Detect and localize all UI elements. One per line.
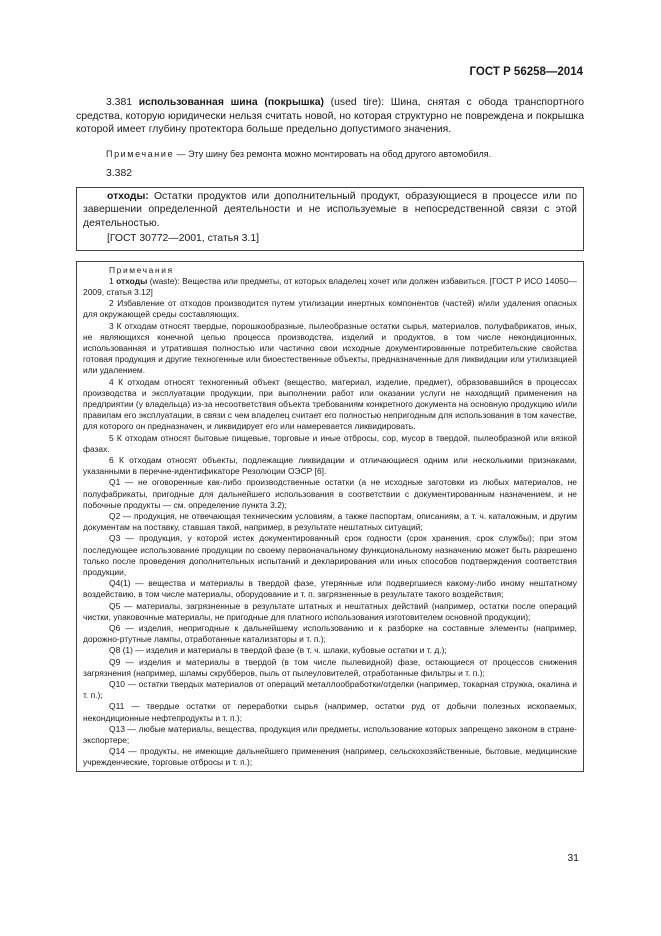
term-english: (used tire): (330, 97, 385, 108)
definition-box (76, 187, 584, 251)
note-item: Q3 — продукция, у которой истек документированный срок годности (срок хранения, срок службы); при этом последующее использование продукции по своему первоначальному функциональному назначению может быть разрешено только после проведения дополнительных испытаний и декларирования или иных способов подтверждения соответствия продукции, (83, 533, 577, 577)
note-item: 3 К отходам относят твердые, порошкообразные, пылеобразные остатки сырья, материалов, полуфабрикатов, иных, не являющихся конечной целью процесса производства, изделий и продуктов, в том числе некондиционных, использованная и утратившая полностью или частично свои исходные документированные потребительские свойства готовая продукция и другие техногенные или биоестественные объекты, предназначенные для ликвидации или утилизацией или удалением. (83, 320, 577, 376)
term-entry-3-382 (83, 190, 577, 231)
note-item: Q10 — остатки твердых материалов от операций металлообработки/отделки (например, токарная стружка, окалина и т. п.); (83, 679, 577, 701)
note-item: 5 К отходам относят бытовые пищевые, торговые и иные отбросы, сор, мусор в твердой, пылеобразной или вязкой фазах. (83, 432, 577, 454)
term-name: использованная шина (покрышка) (138, 97, 324, 108)
note-3-381 (76, 148, 584, 160)
note-text: (waste): Вещества или предметы, от которых владелец хочет или должен избавиться. [ГОСТ Р ИСО 14050—2009, статья 3.12] (83, 275, 577, 297)
note-item: 2 Избавление от отходов производится путем утилизации инертных компонентов (частей) и/или удаления опасных для окружающей среды составляющих. (83, 298, 577, 320)
entry-number: 3.381 (106, 97, 133, 108)
standard-header: ГОСТ Р 56258—2014 (469, 66, 583, 78)
note-item: 6 К отходам относят объекты, подлежащие ликвидации и отличающиеся одним или несколькими признаками, указанными в перечне-идентификаторе Резолюции ОЭСР [6]. (83, 454, 577, 477)
note-item: Q9 — изделия и материалы в твердой (в том числе пылевидной) фазе, остающиеся от процессов снижения загрязнения (например, шламы скрубберов, пыль от пылеуловителей, отработанные фильтры и т. п.); (83, 656, 577, 678)
page-content (76, 96, 584, 772)
note-item: Q6 — изделия, непригодные к дальнейшему использованию и к разборке на составные элементы (например, дорожно-ртутные лампы, отработанные катализаторы и т. п.); (83, 623, 577, 645)
note-item: Q2 — продукция, не отвечающая техническим условиям, а также паспортам, описаниям, а т. ч. каталожным, и другим документам на поставку, ставшая такой, например, в результате нештатных ситуаций; (83, 510, 577, 533)
note-item: Q13 — любые материалы, вещества, продукция или предметы, использование которых запрещено законом в стране-экспортере; (83, 723, 577, 746)
note-text: — Эту шину без ремонта можно монтировать на обод другого автомобиля. (176, 148, 492, 159)
note-item: Q5 — материалы, загрязненные в результате штатных и нештатных действий (например, остатки после операций чистки, упаковочные материалы, не пригодные для платного использования изготовителем основной продукции); (83, 600, 577, 622)
entry-number-3-382: 3.382 (106, 167, 133, 179)
note-item: Q11 — твердые остатки от переработки сырья (например, остатки руд от добычи полезных ископаемых, некондиционные нефтепродукты и т. п.); (83, 701, 577, 723)
note-item: Q1 — не оговоренные как-либо производственные остатки (а не исходные заготовки из любых материалов, не полуфабрикаты, пригодные для дальнейшего использования в соответствии с документированным назначением, и не побочные продукты — см. определение пункта 3.2); (83, 477, 577, 510)
note-term: отходы (116, 275, 148, 286)
term-entry-3-381 (76, 96, 584, 137)
term-definition: Шина, снятая с обода транспортного средства, которую юридически нельзя считать новой, но которая структурно не повреждена и покрышка которой имеет глубину протектора больше предельно допустимого значения. (76, 97, 584, 135)
note-item: Q4(1) — вещества и материалы в твердой фазе, утерянные или подвергшиеся какому-либо иному нештатному воздействию, в том числе материалы, оборудование и т. п. загрязненные в результате такого воздействия; (83, 578, 577, 600)
note-item: 4 К отходам относят техногенный объект (вещество, материал, изделие, предмет), образовавшийся в процессах производства и эксплуатации продукции, при выполнении работ или оказании услуги не находящий применения на предприятии (у владельца) из-за несоответствия объекта требованиям конкретного документа на основную продукцию и/или правилам его эксплуатации, в связи с чем владелец считает его полностью непригодным для использования в том качестве, для которого он предназначен, и ликвидирует его или намеревается ликвидировать. (83, 376, 577, 432)
source-reference: [ГОСТ 30772—2001, статья 3.1] (107, 233, 259, 244)
page-number: 31 (567, 852, 579, 864)
notes-title: Примечания (109, 264, 174, 275)
note-number: 1 (109, 275, 114, 286)
note-item-1 (83, 276, 577, 298)
note-item: Q14 — продукты, не имеющие дальнейшего применения (например, сельскохозяйственные, бытовые, медицинские учрежденческие, торговые отбросы и т. п.); (83, 746, 577, 768)
notes-box (76, 261, 584, 772)
term-name: отходы: (107, 190, 149, 202)
note-label: Примечание (106, 148, 175, 159)
term-definition: Остатки продуктов или дополнительный продукт, образующиеся в процессе или по завершении определенной деятельности и не используемые в непосредственной связи с этой деятельностью. (83, 190, 577, 229)
note-item: Q8 (1) — изделия и материалы в твердой фазе (в т. ч. шлаки, кубовые остатки и т. д.); (109, 645, 447, 656)
